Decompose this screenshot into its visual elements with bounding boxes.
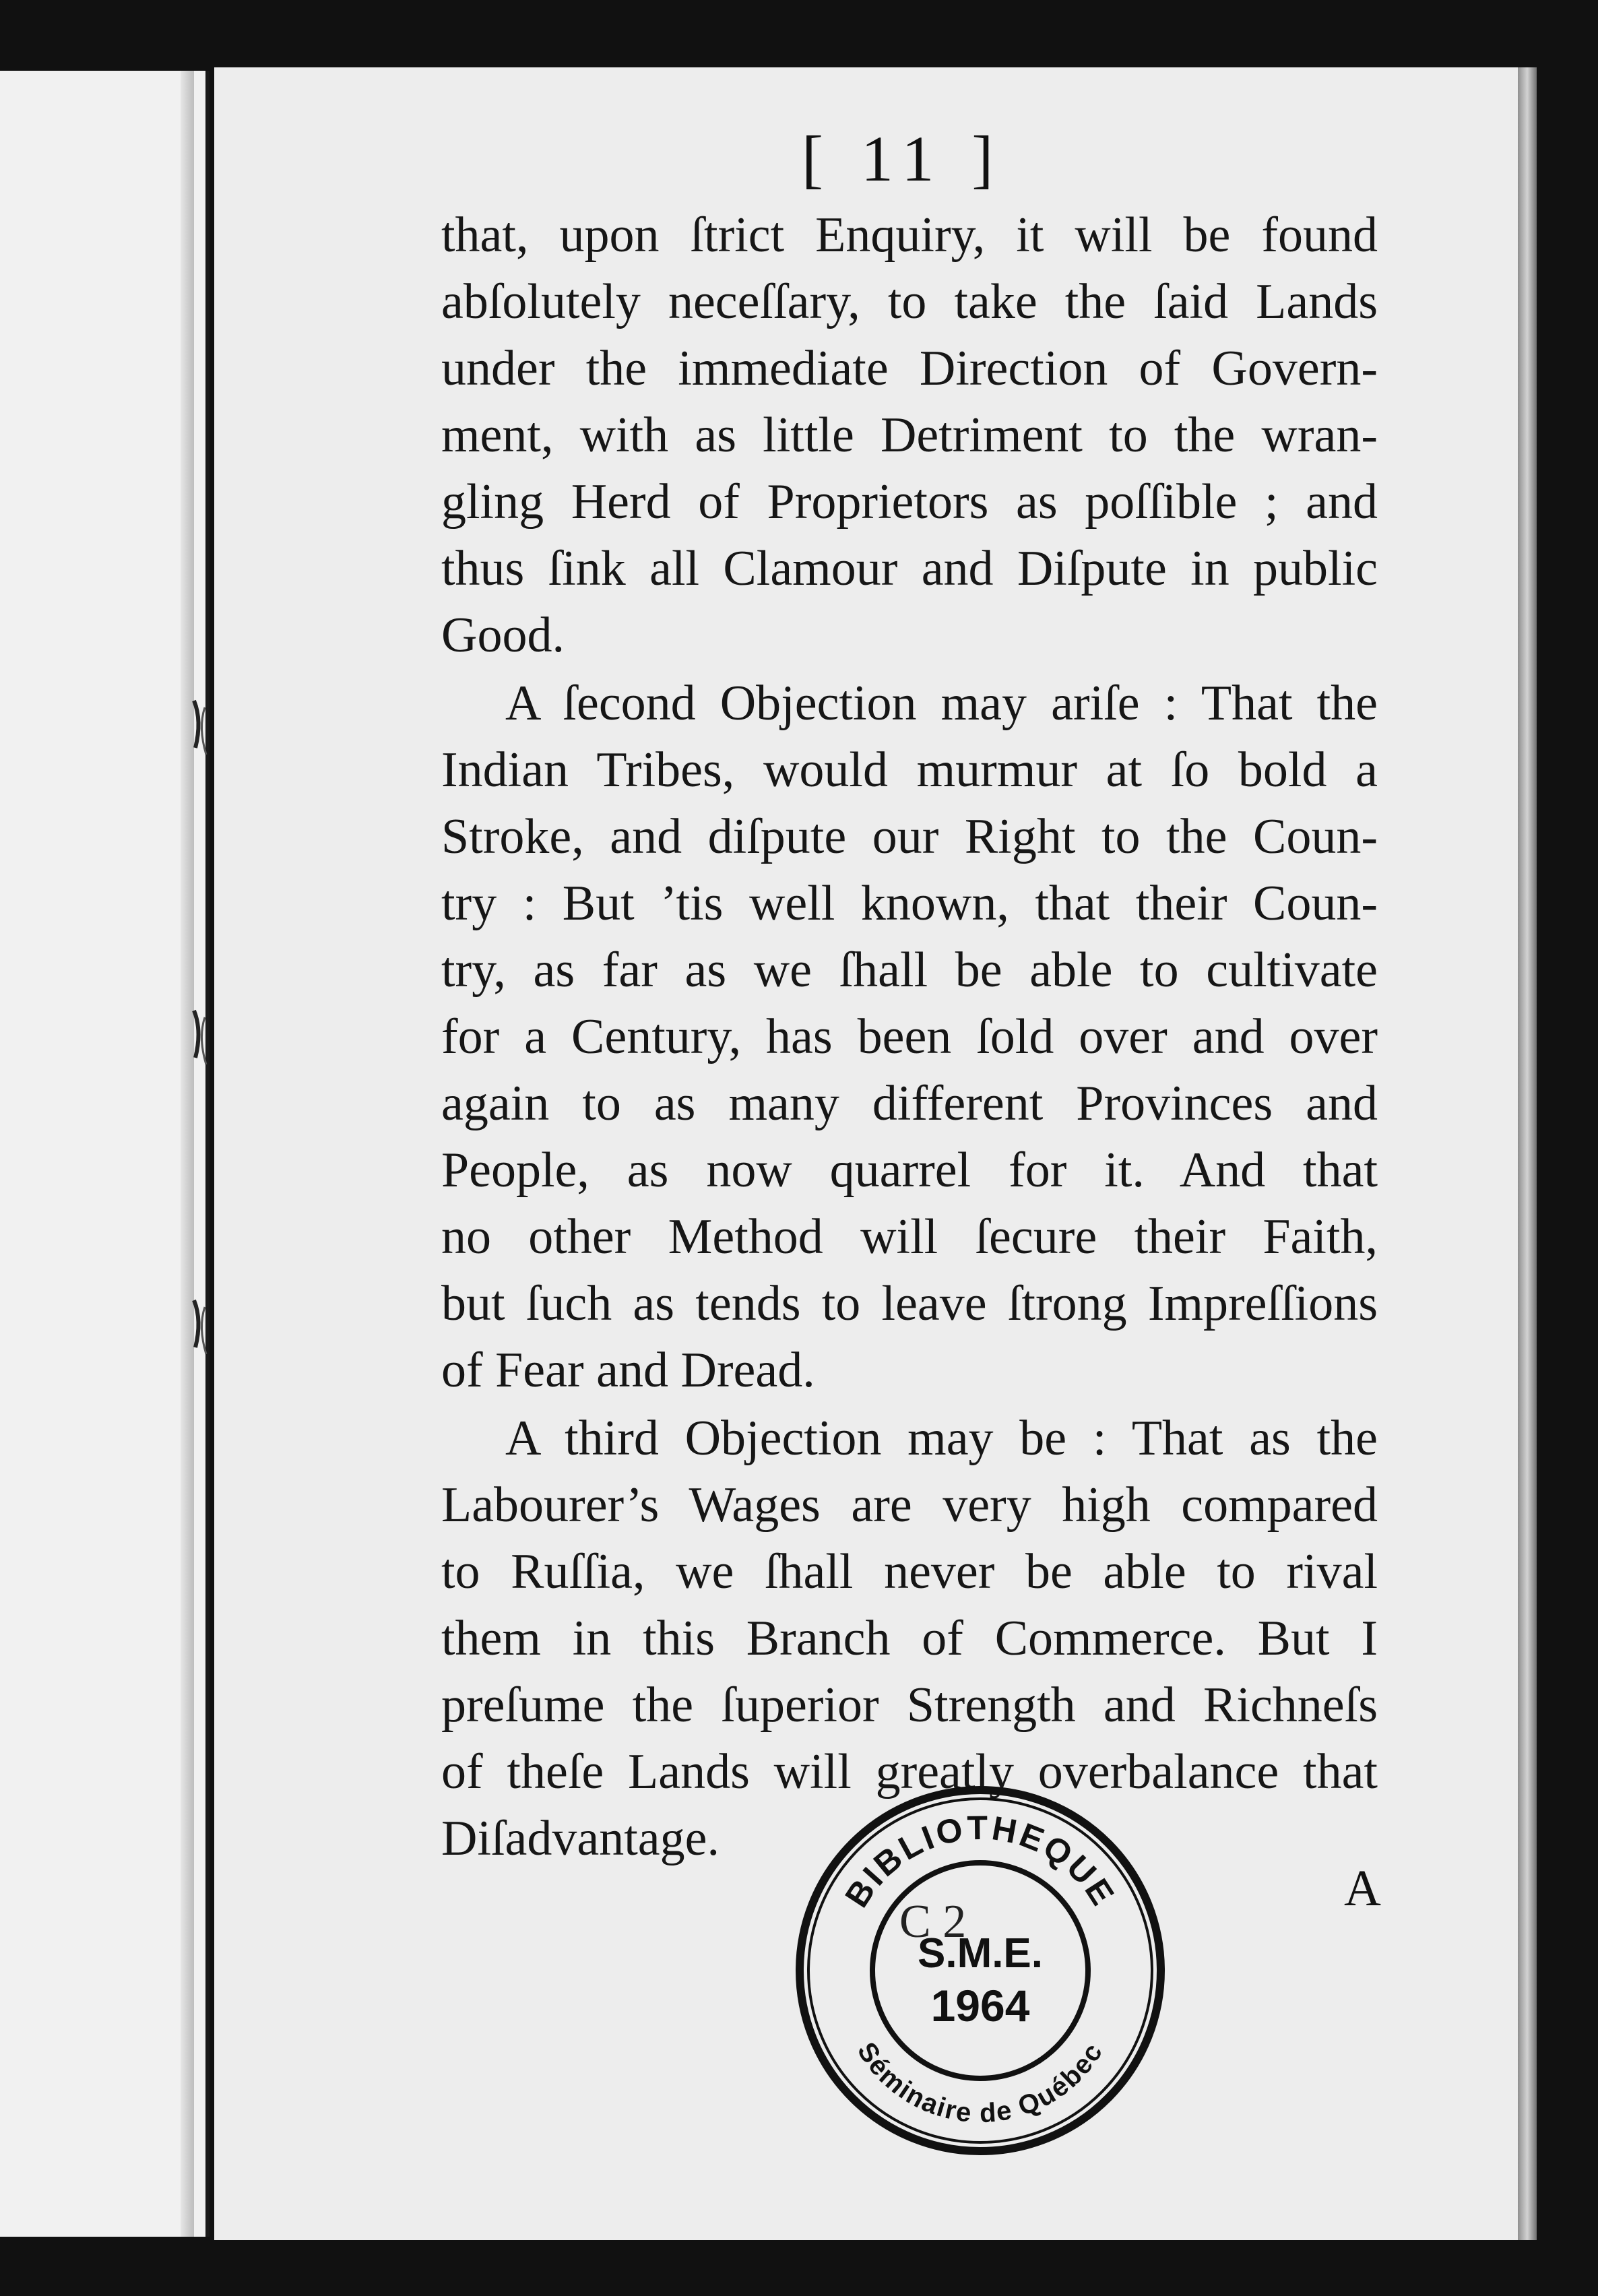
text-line: Diſadvantage. xyxy=(441,1811,720,1866)
stamp-top-text: BIBLIOTHEQUE xyxy=(837,1808,1123,1914)
catchword: A xyxy=(1344,1860,1381,1917)
page-number: [ 11 ] xyxy=(802,123,1004,195)
text-line: abſolutely neceſſary, to take the ſaid Lands xyxy=(441,274,1378,329)
text-line: Good. xyxy=(441,608,565,663)
text-line: that, upon ſtrict Enquiry, it will be found xyxy=(441,208,1378,263)
text-line: Indian Tribes, would murmur at ſo bold a xyxy=(441,742,1378,798)
binding-marks xyxy=(189,694,216,1368)
text-line: A ſecond Objection may ariſe : That the xyxy=(505,676,1378,731)
text-line: of theſe Lands will greatly overbalance that xyxy=(441,1744,1378,1799)
text-line: for a Century, has been ſold over and over xyxy=(441,1009,1378,1064)
text-line: under the immediate Direction of Govern- xyxy=(441,341,1378,396)
text-line: to Ruſſia, we ſhall never be able to rival xyxy=(441,1544,1378,1599)
text-line: preſume the ſuperior Strength and Richneſs xyxy=(441,1678,1378,1733)
text-line: People, as now quarrel for it. And that xyxy=(441,1143,1378,1198)
text-line: them in this Branch of Commerce. But I xyxy=(441,1611,1378,1666)
page-edge xyxy=(1518,67,1537,2240)
body-text xyxy=(441,202,1378,1872)
text-line: A third Objection may be : That as the xyxy=(505,1411,1378,1466)
text-line: but ſuch as tends to leave ſtrong Impreſſions xyxy=(441,1276,1378,1331)
stamp-mark: C 2 xyxy=(899,1896,967,1948)
text-line: try : But ’tis well known, that their Coun- xyxy=(441,876,1378,931)
text-line: thus ſink all Clamour and Diſpute in public xyxy=(441,541,1378,596)
text-line: Stroke, and diſpute our Right to the Coun- xyxy=(441,809,1378,864)
text-line: of Fear and Dread. xyxy=(441,1343,815,1398)
facing-page-margin xyxy=(0,71,210,2237)
stamp-bottom-text: Séminaire de Québec xyxy=(851,2037,1110,2129)
library-stamp xyxy=(788,1779,1172,2163)
text-line: ment, with as little Detriment to the wran- xyxy=(441,408,1378,463)
text-line: again to as many different Provinces and xyxy=(441,1076,1378,1131)
text-line: try, as far as we ſhall be able to cultivate xyxy=(441,943,1378,998)
stamp-center-line-2: 1964 xyxy=(930,1981,1030,2031)
text-line: no other Method will ſecure their Faith, xyxy=(441,1209,1378,1265)
stamp-center-line-1: S.M.E. xyxy=(917,1930,1044,1977)
text-line: Labourer’s Wages are very high compared xyxy=(441,1477,1378,1533)
text-line: gling Herd of Proprietors as poſſible ; and xyxy=(441,474,1378,530)
svg-text:Séminaire de Québec xyxy=(852,2037,1109,2129)
